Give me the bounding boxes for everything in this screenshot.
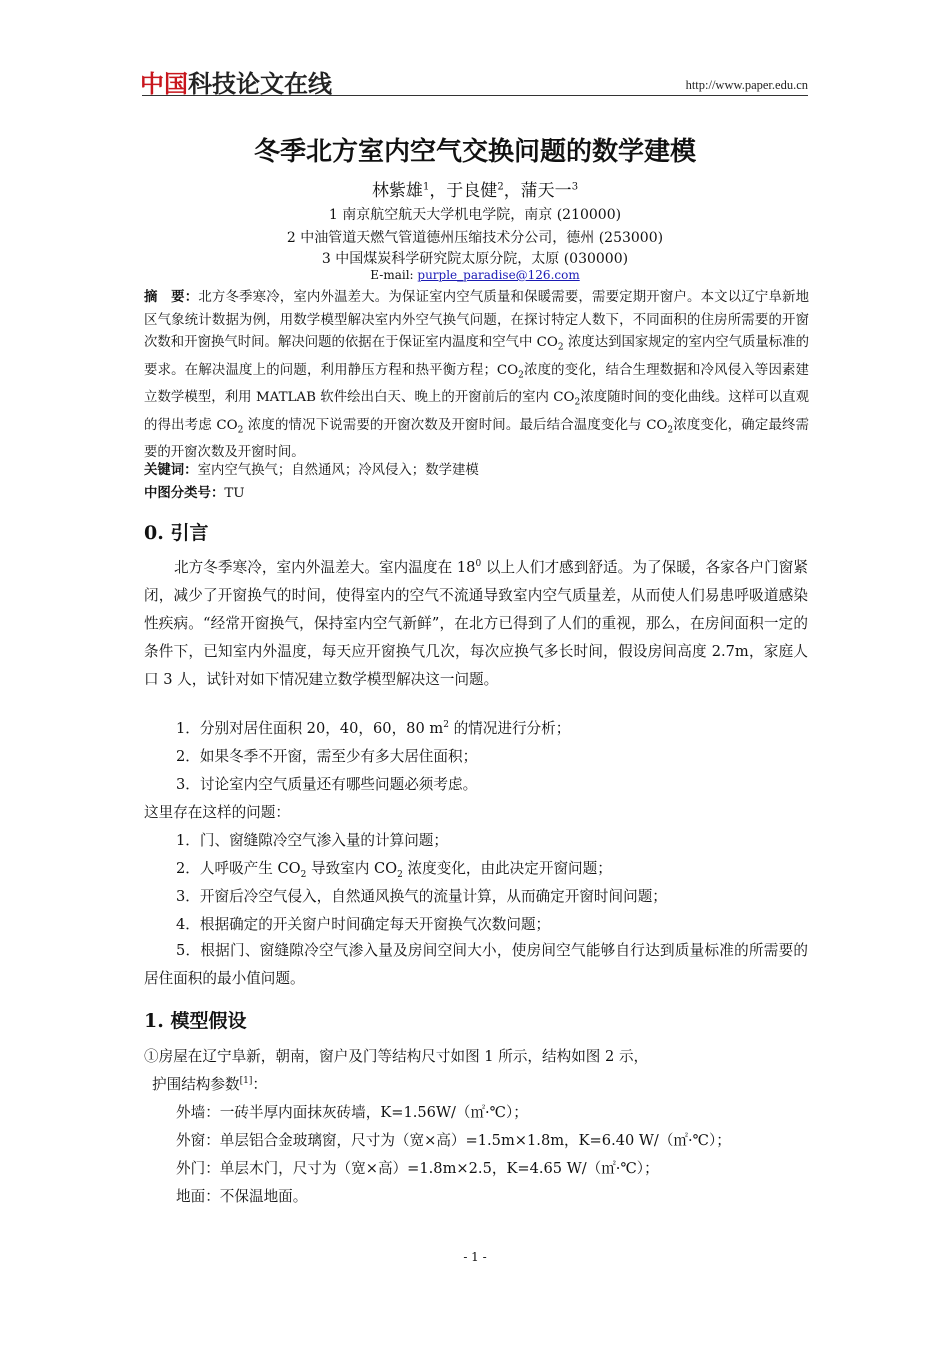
list-text: 浓度变化，由此决定开窗问题；	[402, 860, 612, 877]
subscript: 2	[667, 425, 674, 436]
list-item: 1．门、窗缝隙冷空气渗入量的计算问题；	[176, 832, 448, 849]
citation-ref[interactable]: [1]	[239, 1076, 253, 1087]
email-link[interactable]: purple_paradise@126.com	[417, 268, 580, 282]
list-item: 5．根据门、窗缝隙冷空气渗入量及房间空间大小，使房间空气能够自行达到质量标准的所需要的居住面积的最小值问题。	[144, 942, 808, 987]
abstract	[144, 286, 809, 465]
email-label: E-mail:	[370, 268, 418, 282]
page-number: - 1 -	[463, 1250, 487, 1264]
author-3: ，蒲天一	[503, 181, 572, 201]
list-item: 3．开窗后冷空气侵入，自然通风换气的流量计算，从而确定开窗时间问题；	[176, 888, 667, 905]
clc-label: 中图分类号：	[144, 485, 225, 501]
subscript: 2	[300, 869, 307, 880]
abstract-text: 北方冬季寒冷，室内外温差大。为保证室内空气质量和保暖需要，需要定期开窗户。本文以辽宁阜新地区气象统计数据为例，用数学模型解决室内外空气换气问题，在探讨特定人数下，不同面积的住房所需要的开窗次数和开窗换气时间。解决问题的依据在于保证室内温度和空气中 CO	[144, 290, 810, 351]
section-heading-intro: 0. 引言	[144, 522, 209, 544]
paragraph-text: 以上人们才感到舒适。为了保暖，各家各户门窗紧闭，减少了开窗换气的时间，使得室内的空气不流通导致室内空气质量差，从而使人们易患呼吸道感染性疾病。“经常开窗换气，保持室内空气新鲜”，在北方已得到了人们的重视，那么，在房间面积一定的条件下，已知室内外温度，每天应开窗换气几次，每次应换气多长时间，假设房间高度 2.7m，家庭人口 3 人，试针对如下情况建立数学模型解决这一问题。	[144, 558, 808, 688]
list-text: 1．分别对居住面积 20，40，60，80 m	[176, 720, 444, 737]
author-1: 林紫雄	[371, 181, 423, 201]
author-2-affil: 2	[497, 181, 504, 193]
abstract-text: 浓度变化，确定最终需要的开窗次数及开窗时间。	[144, 417, 810, 460]
list-item	[176, 717, 570, 738]
affiliation-1: 1 南京航空航天大学机电学院，南京 (210000)	[328, 207, 622, 223]
author-2: ，于良健	[429, 181, 498, 201]
keywords-text: 室内空气换气；自然通风；冷风侵入；数学建模	[197, 463, 479, 478]
affiliation-2: 2 中油管道天燃气管道德州压缩技术分公司，德州 (253000)	[286, 230, 664, 246]
keywords	[144, 459, 479, 478]
subscript: 2	[397, 869, 403, 880]
abstract-text: 浓度达到国家规定的室内空气质量标准的要求。在解决温度上的问题，利用静压方程和热平衡方程；CO	[144, 335, 809, 378]
abstract-text: 浓度的变化，结合生理数据和冷风侵入等因素建立数学模型，利用 MATLAB 软件绘出白天、晚上的开窗前后的室内 CO	[144, 362, 809, 406]
subscript: 2	[518, 370, 524, 381]
site-url[interactable]: http://www.paper.edu.cn	[685, 78, 808, 92]
superscript: 2	[443, 720, 449, 731]
clc-text: TU	[224, 486, 245, 501]
affiliation-3: 3 中国煤炭科学研究院太原分院，太原 (030000)	[321, 251, 629, 267]
intro-paragraph	[144, 550, 808, 694]
problems-intro: 这里存在这样的问题：	[144, 804, 290, 821]
subscript: 2	[557, 343, 564, 354]
site-logo[interactable]	[140, 64, 332, 99]
superscript: 0	[475, 559, 482, 569]
paragraph-text: 北方冬季寒冷，室内外温差大。室内温度在 18	[174, 558, 476, 576]
subscript: 2	[237, 425, 244, 436]
param-window: 外窗：单层铝合金玻璃窗，尺寸为（宽×高）=1.5m×1.8m，K=6.40 W/（㎡·℃）；	[176, 1132, 731, 1149]
abstract-label: 摘 要：	[144, 289, 199, 305]
keywords-label: 关键词：	[144, 462, 198, 478]
logo-dark-text: 科技论文在线	[188, 70, 332, 98]
classification-number	[144, 482, 245, 501]
param-wall: 外墙：一砖半厚内面抹灰砖墙，K=1.56W/（㎡·℃）；	[176, 1104, 528, 1121]
param-door: 外门：单层木门，尺寸为（宽×高）=1.8m×2.5，K=4.65 W/（㎡·℃）；	[176, 1160, 659, 1177]
list-text: 2．人呼吸产生 CO	[176, 860, 301, 877]
header-divider	[142, 95, 808, 96]
author-3-affil: 3	[571, 181, 579, 193]
assumption-text: 护围结构参数	[152, 1076, 240, 1093]
email-line	[0, 268, 950, 282]
section-heading-model-assumptions: 1. 模型假设	[144, 1010, 247, 1032]
author-1-affil: 1	[422, 181, 430, 193]
subscript: 2	[574, 397, 581, 408]
abstract-text: 浓度随时间的变化曲线。这样可以直观的得出考虑 CO	[144, 390, 809, 433]
author-line	[0, 176, 950, 201]
assumption-1-params	[152, 1073, 267, 1094]
list-item: 2．如果冬季不开窗，需至少有多大居住面积；	[176, 748, 478, 765]
list-text: 的情况进行分析；	[448, 720, 571, 737]
list-item: 4．根据确定的开关窗户时间确定每天开窗换气次数问题；	[176, 916, 551, 933]
param-floor: 地面：不保温地面。	[176, 1188, 308, 1205]
abstract-text: 浓度的情况下说需要的开窗次数及开窗时间。最后结合温度变化与 CO	[243, 417, 668, 433]
assumption-text: ：	[252, 1076, 267, 1093]
list-item	[176, 857, 612, 880]
paper-title: 冬季北方室内空气交换问题的数学建模	[253, 137, 696, 167]
list-text: 导致室内 CO	[306, 860, 398, 877]
assumption-1: ①房屋在辽宁阜新，朝南，窗户及门等结构尺寸如图 1 所示，结构如图 2 示，	[144, 1048, 649, 1065]
list-item: 3．讨论室内空气质量还有哪些问题必须考虑。	[176, 776, 478, 793]
logo-red-text: 中国	[140, 70, 188, 98]
